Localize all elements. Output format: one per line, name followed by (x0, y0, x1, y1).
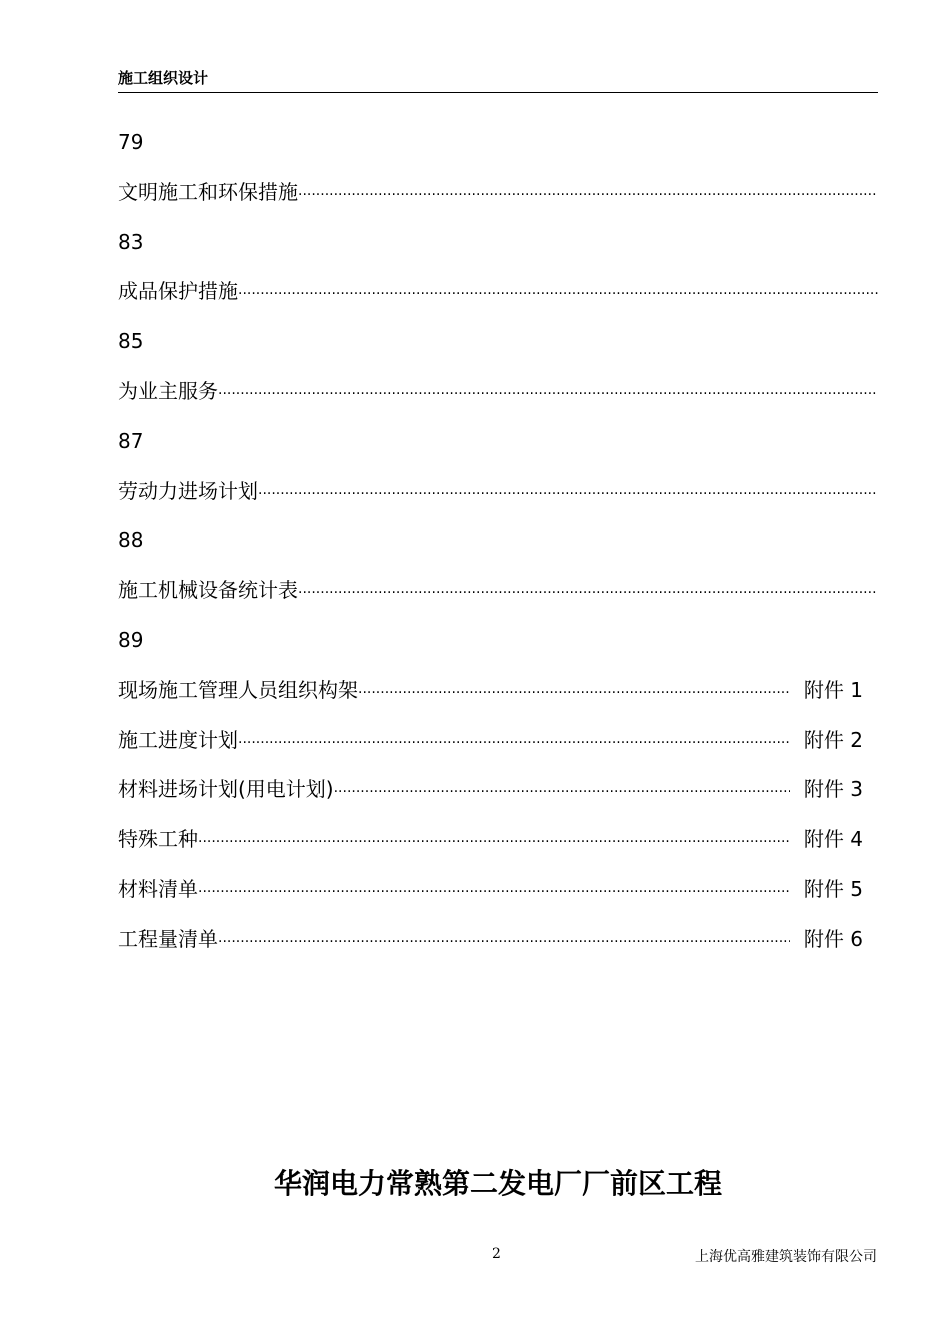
company-name: 上海优高雅建筑装饰有限公司 (695, 1249, 877, 1265)
project-title: 华润电力常熟第二发电厂厂前区工程 (273, 1167, 722, 1200)
running-header (118, 66, 878, 93)
toc-attachment-ref: 附件 2 (803, 727, 863, 752)
dot-leader (198, 818, 790, 868)
toc-entry-label: 工程量清单 (118, 926, 218, 951)
toc-row (118, 218, 878, 268)
toc-entry-label: 特殊工种 (118, 827, 198, 852)
table-of-contents (118, 118, 878, 965)
toc-row (118, 616, 878, 666)
toc-entry-label: 现场施工管理人员组织构架 (118, 677, 358, 702)
toc-row (118, 367, 878, 417)
toc-row (118, 267, 878, 317)
dot-leader (238, 719, 790, 769)
toc-page-number: 89 (118, 627, 144, 652)
toc-attachment-ref: 附件 6 (803, 926, 863, 951)
toc-entry-label: 施工机械设备统计表 (118, 578, 298, 603)
toc-attachment-ref: 附件 3 (803, 777, 863, 802)
toc-page-number: 85 (118, 329, 144, 354)
toc-entry-label: 施工进度计划 (118, 727, 238, 752)
toc-entry-label: 为业主服务 (118, 378, 218, 403)
toc-row (118, 865, 863, 915)
toc-entry-label: 材料清单 (118, 876, 198, 901)
toc-row (118, 666, 863, 716)
dot-leader (334, 768, 790, 818)
header-title: 施工组织设计 (118, 69, 209, 87)
toc-row (118, 168, 878, 218)
toc-attachment-ref: 附件 5 (803, 876, 863, 901)
toc-row (118, 566, 878, 616)
toc-entry-label: 劳动力进场计划 (118, 478, 258, 503)
toc-row (118, 815, 863, 865)
dot-leader (238, 270, 878, 320)
toc-attachment-ref: 附件 4 (803, 827, 863, 852)
toc-row (118, 417, 878, 467)
toc-page-number: 83 (118, 229, 144, 254)
page-number: 2 (492, 1246, 501, 1262)
toc-row (118, 915, 863, 965)
dot-leader (258, 470, 878, 520)
toc-entry-label: 文明施工和环保措施 (118, 179, 298, 204)
dot-leader (218, 370, 878, 420)
toc-page-number: 79 (118, 130, 144, 154)
toc-row (118, 516, 878, 566)
toc-entry-label: 材料进场计划(用电计划) (118, 777, 334, 802)
toc-page-number: 87 (118, 428, 144, 453)
dot-leader (218, 918, 790, 968)
toc-row (118, 765, 863, 815)
toc-row (118, 317, 878, 367)
toc-attachment-ref: 附件 1 (803, 677, 863, 702)
toc-row (118, 118, 878, 168)
dot-leader (298, 171, 878, 221)
toc-row (118, 716, 863, 766)
toc-row (118, 467, 878, 517)
toc-page-number: 88 (118, 528, 144, 553)
dot-leader (358, 669, 790, 719)
dot-leader (298, 569, 878, 619)
toc-entry-label: 成品保护措施 (118, 279, 238, 304)
dot-leader (198, 868, 790, 918)
